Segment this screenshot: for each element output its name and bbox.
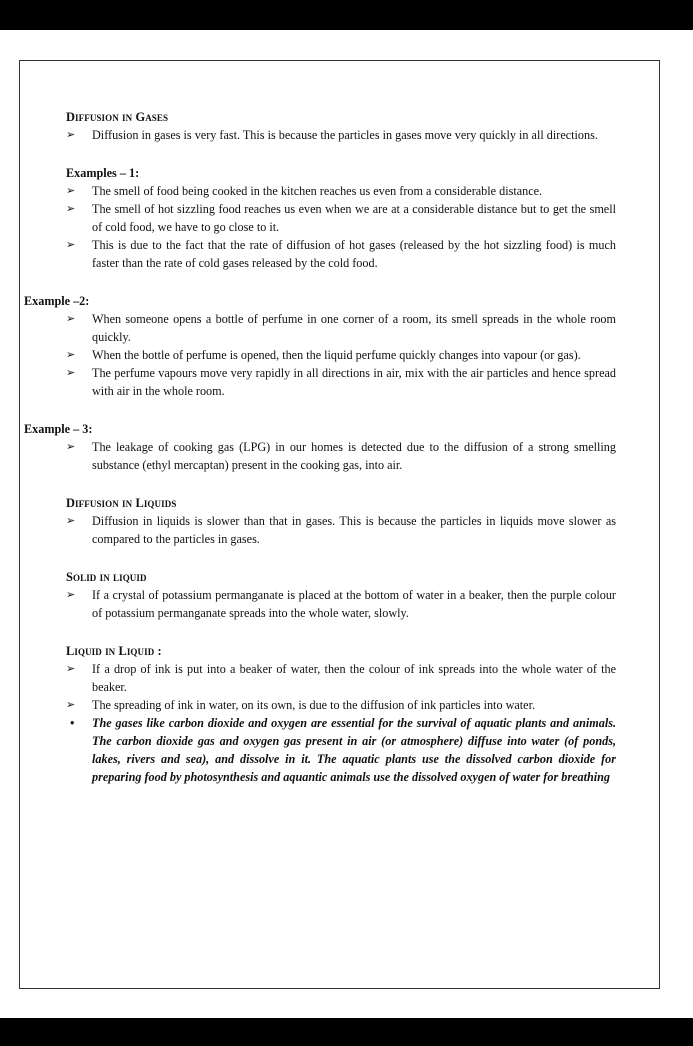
arrowhead-bullet-icon: ➢	[66, 349, 76, 361]
arrowhead-bullet-icon: ➢	[66, 515, 76, 527]
arrowhead-bullet-icon: ➢	[66, 313, 76, 325]
bottom-black-bar	[0, 1018, 693, 1046]
round-bullet-icon: •	[70, 716, 75, 730]
list-item: ➢ The spreading of ink in water, on its own, is due to the diffusion of ink particles into water.	[66, 698, 536, 712]
arrowhead-bullet-icon: ➢	[66, 699, 76, 711]
section-heading: Solid in liquid	[66, 570, 147, 584]
arrowhead-bullet-icon: ➢	[66, 663, 76, 675]
arrowhead-bullet-icon: ➢	[66, 367, 76, 379]
arrowhead-bullet-icon: ➢	[66, 441, 76, 453]
list-item: ➢ When someone opens a bottle of perfume in one corner of a room, its smell spreads in the whole room quickly.	[66, 312, 616, 344]
list-item: ➢ If a crystal of potassium permanganate is placed at the bottom of water in a beaker, then the purple colour of potassium permanganate spreads into the whole water, slowly.	[66, 588, 616, 620]
arrowhead-bullet-icon: ➢	[66, 129, 76, 141]
section-examples-1	[66, 164, 616, 272]
example-heading: Example –2:	[24, 294, 90, 308]
section-liquid-in-liquid	[66, 642, 616, 786]
list-item: ➢ The leakage of cooking gas (LPG) in our homes is detected due to the diffusion of a strong smelling substance (ethyl mercaptan) present in the cooking gas, into air.	[66, 440, 616, 472]
example-heading: Examples – 1:	[66, 166, 140, 180]
arrowhead-bullet-icon: ➢	[66, 589, 76, 601]
list-item: ➢ If a drop of ink is put into a beaker of water, then the colour of ink spreads into the whole water of the beaker.	[66, 662, 616, 694]
top-black-bar	[0, 0, 693, 30]
section-diffusion-in-liquids	[66, 494, 616, 548]
arrowhead-bullet-icon: ➢	[66, 185, 76, 197]
list-item: ➢ When the bottle of perfume is opened, then the liquid perfume quickly changes into vapour (or gas).	[66, 348, 581, 362]
list-item: ➢ The smell of food being cooked in the kitchen reaches us even from a considerable distance.	[66, 184, 543, 198]
list-item: ➢ The perfume vapours move very rapidly in all directions in air, mix with the air particles and hence spread with air in the whole room.	[66, 366, 616, 398]
section-example-3	[24, 420, 616, 474]
section-heading: Liquid in Liquid :	[66, 644, 162, 658]
arrowhead-bullet-icon: ➢	[66, 203, 76, 215]
example-heading: Example – 3:	[24, 422, 93, 436]
section-example-2	[24, 292, 616, 400]
list-item: ➢ This is due to the fact that the rate of diffusion of hot gases (released by the hot sizzling food) is much faster than the rate of cold gases released by the cold food.	[66, 238, 616, 270]
section-solid-in-liquid	[66, 568, 616, 622]
list-item: ➢ Diffusion in gases is very fast. This is because the particles in gases move very quickly in all directions.	[66, 128, 598, 142]
list-item: ➢ Diffusion in liquids is slower than that in gases. This is because the particles in liquids move slower as compared to the particles in gases.	[66, 514, 616, 546]
list-item: ➢ The smell of hot sizzling food reaches us even when we are at a considerable distance but to get the smell of cold food, we have to go close to it.	[66, 202, 616, 234]
section-diffusion-in-gases	[66, 108, 616, 144]
section-heading: Diffusion in Gases	[66, 110, 169, 124]
section-heading: Diffusion in Liquids	[66, 496, 177, 510]
document-content	[24, 108, 616, 806]
arrowhead-bullet-icon: ➢	[66, 239, 76, 251]
emphasis-list-item: • The gases like carbon dioxide and oxygen are essential for the survival of aquatic plants and animals. The carbon dioxide gas and oxygen gas present in air (or atmosphere) diffuse into water (of ponds, lakes, rivers and sea), and dissolve in it. The aquatic plants use the dissolved carbon dioxide for preparing food by photosynthesis and aquantic animals use the dissolved oxygen of water for breathing	[70, 716, 616, 784]
document-page	[19, 60, 660, 989]
